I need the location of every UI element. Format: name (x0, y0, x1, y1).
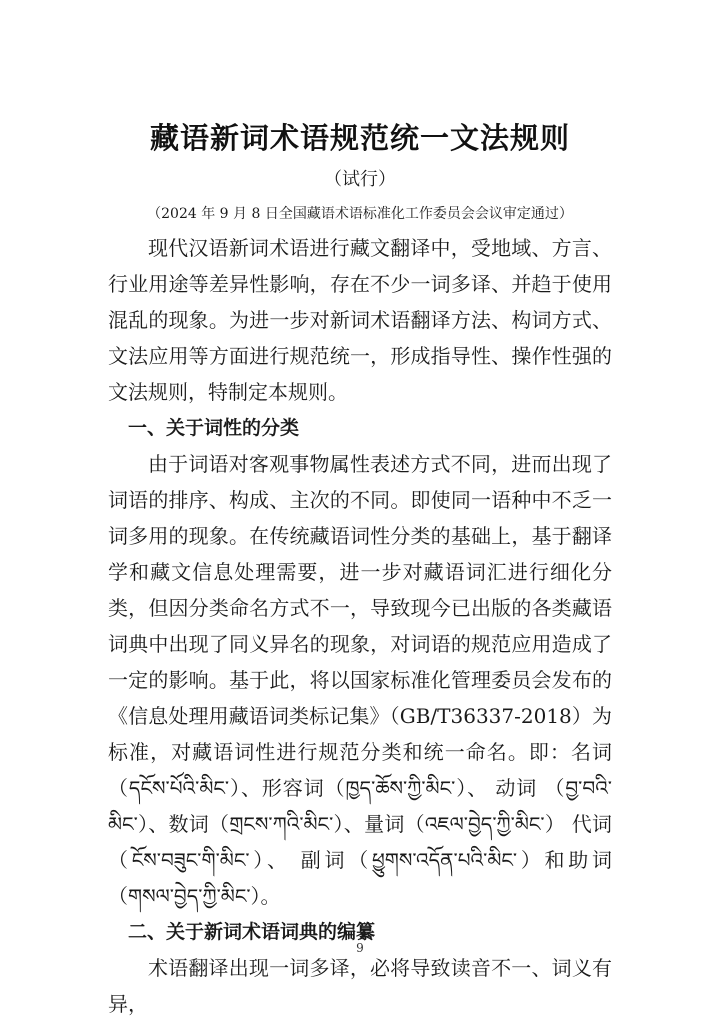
section-2-paragraph: 术语翻译出现一词多译，必将导致读音不一、词义有异， (108, 956, 612, 1016)
section-heading-1: 一、关于词性的分类 (127, 417, 299, 439)
document-title: 藏语新词术语规范统一文法规则 (149, 121, 570, 155)
section-1-paragraph: 由于词语对客观事物属性表述方式不同，进而出现了词语的排序、构成、主次的不同。即使同一语种中不乏一词多用的现象。在传统藏语词性分类的基础上，基于翻译学和藏文信息处理需要，进一步对藏语词汇进行细化分类，但因分类命名方式不一，导致现今已出版的各类藏语词典中出现了同义异名的现象，对词语的规范应用造成了一定的影响。基于此，将以国家标准化管理委员会发布的《信息处理用藏语词类标记集》（GB/T36337-2018）为标准，对藏语词性进行规范分类和统一命名。即：名词（དངོས་པོའི་མིང་）、形容词（ཁྱད་ཆོས་ཀྱི་མིང་）、 动词 （བྱ་བའི་མིང་）、数词（གྲངས་ཀའི་མིང་）、量词（འཇལ་བྱེད་ཀྱི་མིང་） 代词（ངོས་བཟུང་གི་མིང་）、 副词（ཕྱུགས་འདོན་པའི་མིང་）和助词（གསལ་བྱེད་ཀྱི་མིང་）。 (108, 452, 612, 908)
page-number: 9 (356, 941, 364, 955)
intro-paragraph: 现代汉语新词术语进行藏文翻译中，受地域、方言、行业用途等差异性影响，存在不少一词多译、并趋于使用混乱的现象。为进一步对新词术语翻译方法、构词方式、文法应用等方面进行规范统一，形成指导性、操作性强的文法规则，特制定本规则。 (108, 236, 612, 404)
approval-note: （2024 年 9 月 8 日全国藏语术语标准化工作委员会会议审定通过） (147, 206, 573, 222)
document-body (108, 230, 612, 1022)
document-subtitle: （试行） (324, 169, 396, 190)
section-heading-2: 二、关于新词术语词典的编纂 (127, 921, 375, 943)
